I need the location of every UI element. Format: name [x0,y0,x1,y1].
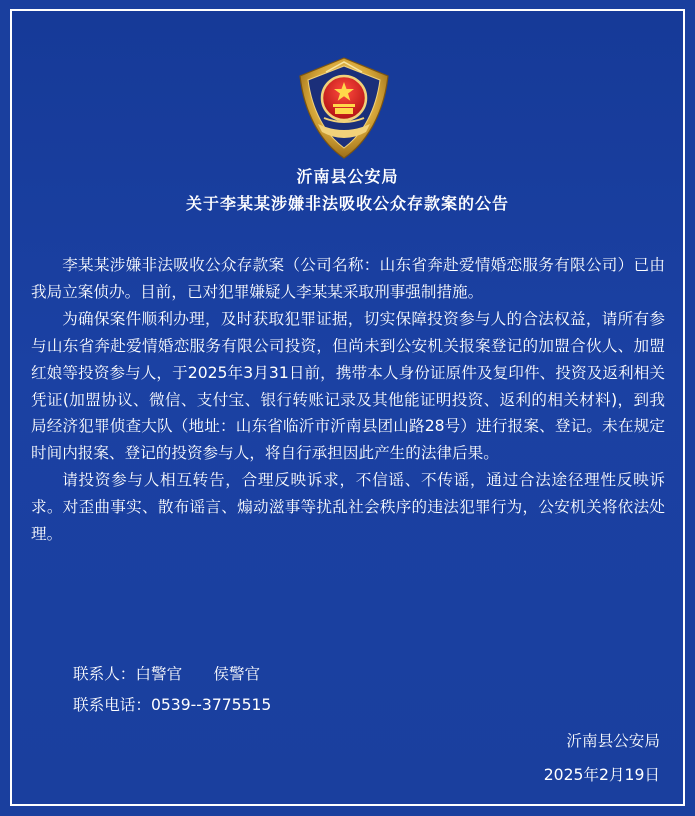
org-title: 沂南县公安局 [296,167,399,186]
police-emblem-icon [296,54,392,162]
contact-people: 联系人：白警官 侯警官 [73,665,261,683]
body-paragraph: 请投资参与人相互转告，合理反映诉求，不信谣、不传谣，通过合法途径理性反映诉求。对歪曲事实、散布谣言、煽动滋事等扰乱社会秩序的违法犯罪行为，公安机关将依法处理。 [31,471,665,544]
notice-body [31,252,665,548]
notice-title: 关于李某某涉嫌非法吸收公众存款案的公告 [185,194,509,213]
contact-phone: 联系电话：0539--3775515 [73,696,272,714]
body-paragraph: 为确保案件顺利办理，及时获取犯罪证据，切实保障投资参与人的合法权益，请所有参与山东省奔赴爱情婚恋服务有限公司投资，但尚未到公安机关报案登记的加盟合伙人、加盟红娘等投资参与人，于2025年3月31日前，携带本人身份证原件及复印件、投资及返利相关凭证(加盟协议、微信、支付宝、银行转账记录及其他能证明投资、返利的相关材料)，到我局经济犯罪侦查大队（地址：山东省临沂市沂南县团山路28号）进行报案、登记。未在规定时间内报案、登记的投资参与人，将自行承担因此产生的法律后果。 [31,309,665,463]
signature-org: 沂南县公安局 [566,732,660,750]
police-emblem-graphic [296,54,392,162]
body-paragraph: 李某某涉嫌非法吸收公众存款案（公司名称：山东省奔赴爱情婚恋服务有限公司）已由我局立案侦办。目前，已对犯罪嫌疑人李某某采取刑事强制措施。 [31,256,665,301]
signature-date: 2025年2月19日 [543,766,660,784]
